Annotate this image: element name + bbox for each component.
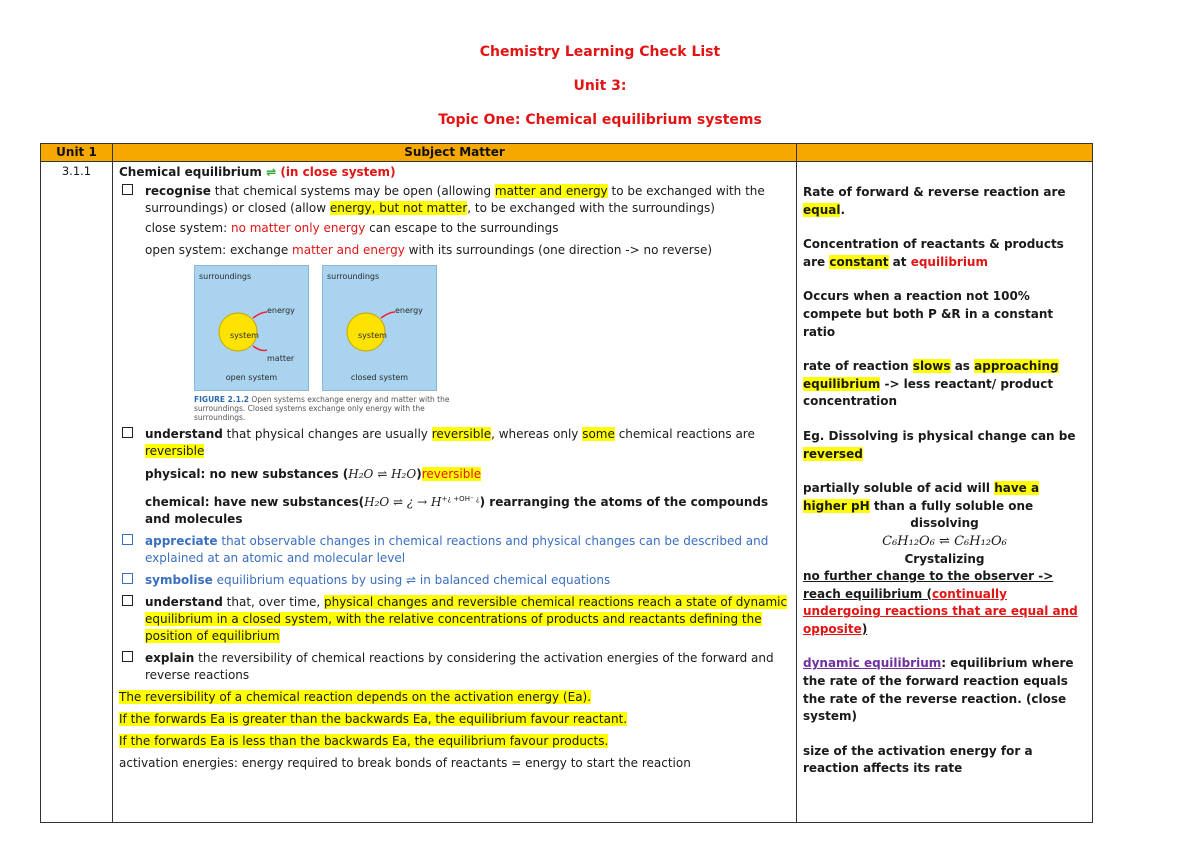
open-system-note: open system: exchange matter and energy with its surroundings (one direction -> no reverse) — [145, 243, 713, 257]
close-system-note: close system: no matter only energy can escape to the surroundings — [145, 221, 559, 235]
checklist-item-understand-reversible: understand that physical changes are usually reversible, whereas only some chemical reactions are reversible — [119, 426, 790, 460]
glucose-equation: C₆H₁₂O₆ ⇌ C₆H₁₂O₆ — [882, 533, 1007, 549]
subject-matter-cell — [113, 162, 797, 823]
header-unit: Unit 1 — [41, 144, 113, 162]
checklist-item-appreciate: appreciate that observable changes in chemical reactions and physical changes can be described and explained at an atomic and molecular level — [119, 533, 790, 567]
checklist-item-understand-dynamic: understand that, over time, physical changes and reversible chemical reactions reach a state of dynamic equilibrium in a closed system, with the relative concentrations of products and reactants defining the position of equilibrium — [119, 594, 790, 645]
table-header-row — [41, 144, 1093, 162]
unit-code: 3.1.1 — [41, 162, 113, 823]
closed-system-panel: surroundings system energy closed system — [322, 265, 437, 391]
checkbox-icon[interactable] — [119, 183, 145, 217]
checkbox-icon[interactable] — [119, 650, 145, 684]
note-rate-equal: Rate of forward & reverse reaction are equal. — [803, 185, 1066, 217]
checklist-item-explain: explain the reversibility of chemical reactions by considering the activation energies of the forward and reverse reactions — [119, 650, 790, 684]
note-partially-soluble: partially soluble of acid will have a higher pH than a fully soluble one — [803, 481, 1040, 513]
ea-note-1: The reversibility of a chemical reaction depends on the activation energy (Ea). — [119, 690, 592, 704]
note-activation-energy: size of the activation energy for a reaction affects its rate — [803, 743, 1033, 776]
doc-title: Chemistry Learning Check List — [479, 44, 721, 60]
figure-caption: FIGURE 2.1.2 Open systems exchange energy and matter with the surroundings. Closed systems exchange only energy with the surroundings. — [194, 395, 450, 422]
note-concentration-constant: Concentration of reactants & products are constant at equilibrium — [803, 237, 1064, 269]
equilibrium-arrow-icon: ⇌ — [266, 165, 277, 179]
physical-change-note: physical: no new substances (H₂O ⇌ H₂O)reversible — [145, 467, 482, 481]
checklist-item-recognise: recognise that chemical systems may be open (allowing matter and energy to be exchanged with the surroundings) or closed (allow energy, but not matter, to be exchanged with the surroundings) — [119, 183, 790, 217]
document-titles — [0, 38, 1200, 140]
checkbox-icon[interactable] — [119, 572, 145, 589]
ea-definition: activation energies: energy required to break bonds of reactants = energy to start the reaction — [119, 756, 691, 770]
ea-note-3: If the forwards Ea is less than the backwards Ea, the equilibrium favour products. — [119, 734, 609, 748]
notes-cell — [797, 162, 1093, 823]
open-system-panel: surroundings system energy matter open system — [194, 265, 309, 391]
dissolving-label: dissolving — [910, 516, 979, 531]
note-no-further-change: no further change to the observer -> reach equilibrium (continually undergoing reactions that are equal and opposite) — [803, 569, 1078, 636]
checklist-item-symbolise: symbolise equilibrium equations by using ⇌ in balanced chemical equations — [119, 572, 790, 589]
checklist-table — [40, 143, 1093, 823]
header-notes — [797, 144, 1093, 162]
checkbox-icon[interactable] — [119, 594, 145, 645]
crystalizing-label: Crystalizing — [904, 551, 985, 566]
ea-note-2: If the forwards Ea is greater than the backwards Ea, the equilibrium favour reactant. — [119, 712, 628, 726]
note-dissolving-example: Eg. Dissolving is physical change can be reversed — [803, 428, 1076, 461]
section-heading: Chemical equilibrium ⇌ (in close system) — [119, 165, 396, 179]
doc-topic: Topic One: Chemical equilibrium systems — [438, 112, 762, 128]
table-row — [41, 162, 1093, 823]
chemical-change-note: chemical: have new substances(H₂O ⇌ ¿ → $H^{+¿ +OH^- ¿}$) rearranging the atoms of the compounds and molecules — [145, 495, 769, 526]
checkbox-icon[interactable] — [119, 426, 145, 460]
systems-figure — [119, 265, 790, 422]
note-rate-slows: rate of reaction slows as approaching equilibrium -> less reactant/ product concentration — [803, 359, 1059, 409]
checkbox-icon[interactable] — [119, 533, 145, 567]
note-dynamic-equilibrium: dynamic equilibrium: equilibrium where the rate of the forward reaction equals the rate of the reverse reaction. (close system) — [803, 656, 1074, 724]
note-constant-ratio: Occurs when a reaction not 100% compete but both P &R in a constant ratio — [803, 289, 1054, 339]
doc-unit: Unit 3: — [573, 78, 627, 94]
header-subject-matter: Subject Matter — [113, 144, 797, 162]
